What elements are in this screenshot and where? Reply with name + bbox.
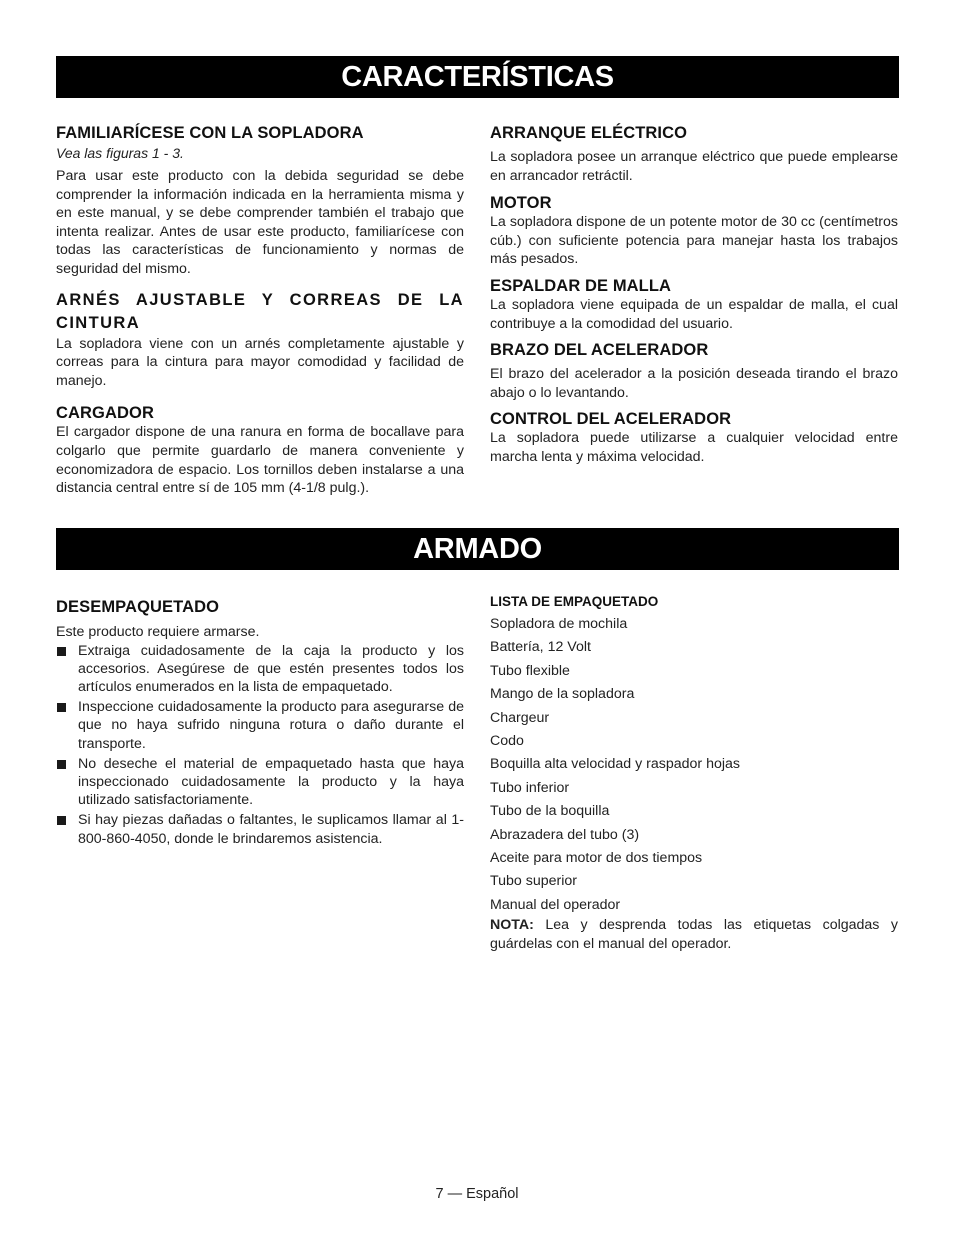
page-footer: 7 — Español (435, 1186, 519, 1202)
heading-familiaricese: FAMILIARÍCESE CON LA SOPLADORA (56, 124, 364, 142)
packing-list-item: Abrazadera del tubo (3) (490, 826, 640, 843)
note-text: Lea y desprenda todas las etiquetas colgadas y guárdelas con el manual del operador. (490, 917, 898, 952)
unpacking-step: Si hay piezas dañadas o faltantes, le suplicamos llamar al 1-800-860-4050, donde le brindaremos asistencia. (56, 811, 464, 847)
bullet-square-icon (57, 760, 66, 769)
brazo-text: El brazo del acelerador a la posición deseada tirando el brazo abajo o lo levantando. (490, 366, 898, 401)
packing-list-item: Tubo superior (490, 873, 578, 890)
packing-note (490, 916, 898, 953)
control-text: La sopladora puede utilizarse a cualquier velocidad entre marcha lenta y máxima velocidad. (490, 430, 898, 465)
heading-motor: MOTOR (490, 194, 552, 213)
desempaquetado-intro: Este producto requiere armarse. (56, 624, 260, 640)
section-banner-armado: ARMADO (56, 528, 899, 570)
packing-list-item: Mango de la sopladora (490, 686, 635, 703)
packing-list-item: Tubo inferior (490, 779, 570, 796)
desempaquetado-column (56, 597, 464, 850)
packing-list-item: Boquilla alta velocidad y raspador hojas (490, 756, 741, 773)
espaldar-text: La sopladora viene equipada de un espaldar de malla, el cual contribuye a la comodidad del usuario. (490, 296, 898, 332)
caracteristicas-left-column (56, 123, 464, 498)
packing-list-item: Aceite para motor de dos tiempos (490, 850, 703, 867)
packing-list-item: Battería, 12 Volt (490, 639, 591, 656)
note-label: NOTA: (490, 917, 534, 934)
bullet-square-icon (57, 647, 66, 656)
unpacking-step: Extraiga cuidadosamente de la caja la producto y los accesorios. Asegúrese de que estén presentes todos los artículos enumerados en la lista de empaquetado. (56, 642, 464, 697)
cargador-text: El cargador dispone de una ranura en forma de bocallave para colgarlo que permite guardarlo de manera conveniente y economizadora de espacio. Los tornillos deben instalarse a una distancia central entre sí de 105 mm (4-1/8 pulg.). (56, 424, 464, 497)
packing-list-column (490, 593, 898, 953)
figure-reference: Vea las figuras 1 - 3. (56, 145, 184, 161)
bullet-square-icon (57, 703, 66, 712)
familiaricese-text: Para usar este producto con la debida seguridad se debe comprender la información indicada en la herramienta misma y en este manual, y se debe comprender también el trabajo que intenta realizar. Antes de usar este producto, familiarícese con todas las características de funcionamiento y normas de seguridad del mismo. (56, 168, 464, 277)
arranque-text: La sopladora posee un arranque eléctrico que puede emplearse en arrancador retráctil. (490, 149, 898, 184)
heading-arnes: ARNÉS AJUSTABLE Y CORREAS DE LA CINTURA (56, 290, 464, 332)
arnes-text: La sopladora viene con un arnés completamente ajustable y correas para la cintura para mayor comodidad y facilidad de manejo. (56, 335, 464, 389)
packing-list-item: Tubo flexible (490, 662, 570, 679)
bullet-square-icon (57, 816, 66, 825)
section-banner-caracteristicas: CARACTERÍSTICAS (56, 56, 899, 98)
packing-list-item: Sopladora de mochila (490, 616, 628, 632)
motor-text: La sopladora dispone de un potente motor de 30 cc (centímetros cúb.) con suficiente potencia para manejar hasta los trabajos más pesados. (490, 214, 898, 268)
heading-control: CONTROL DEL ACELERADOR (490, 410, 732, 429)
heading-brazo: BRAZO DEL ACELERADOR (490, 341, 709, 360)
unpacking-step: Inspeccione cuidadosamente la producto para asegurarse de que no haya sufrido ninguna rotura o daño durante el transporte. (56, 698, 464, 753)
packing-list-item: Codo (490, 733, 524, 750)
heading-espaldar: ESPALDAR DE MALLA (490, 276, 672, 295)
unpacking-step: No deseche el material de empaquetado hasta que haya inspeccionado cuidadosamente la producto y la haya utilizado satisfactoriamente. (56, 755, 464, 810)
packing-list-item: Tubo de la boquilla (490, 803, 610, 820)
unpacking-steps-list (56, 642, 464, 848)
caracteristicas-right-column (490, 123, 898, 467)
packing-list-item: Chargeur (490, 709, 550, 726)
heading-arranque: ARRANQUE ELÉCTRICO (490, 124, 688, 142)
packing-list-heading: LISTA DE EMPAQUETADO (490, 594, 659, 609)
heading-cargador: CARGADOR (56, 404, 154, 423)
heading-desempaquetado: DESEMPAQUETADO (56, 598, 220, 616)
packing-list-item: Manual del operador (490, 896, 621, 913)
packing-list (490, 613, 898, 917)
